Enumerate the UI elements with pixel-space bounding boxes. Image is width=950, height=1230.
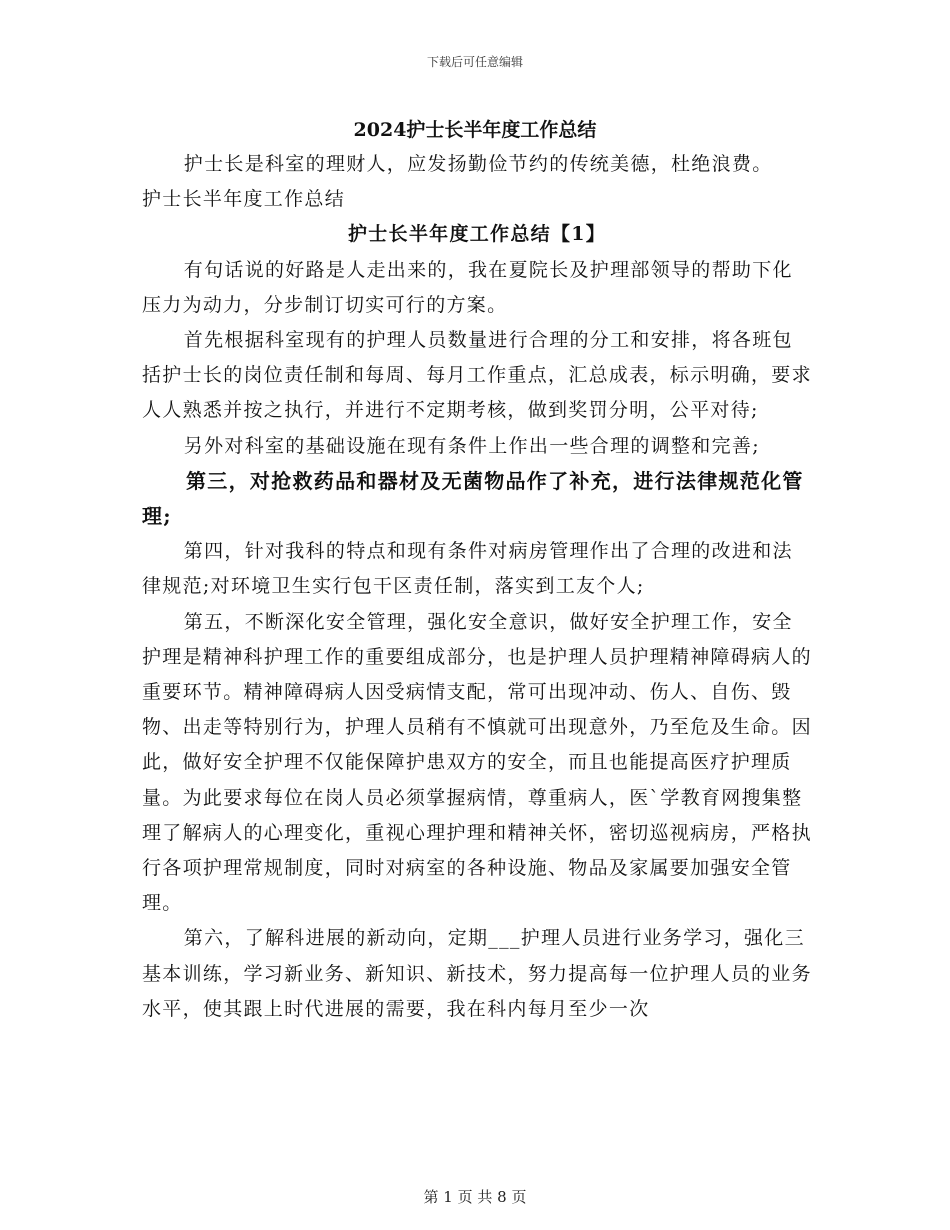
document-title: 2024护士长半年度工作总结: [353, 119, 597, 141]
intro-paragraph: 护士长是科室的理财人，应发扬勤俭节约的传统美德，杜绝浪费。: [183, 153, 773, 175]
paragraph-2: 首先根据科室现有的护理人员数量进行合理的分工和安排，将各班包括护士长的岗位责任制和每周、每月工作重点，汇总成表，标示明确，要求人人熟悉并按之执行，并进行不定期考核，做到奖罚分明，公平对待;: [142, 329, 812, 422]
document-body: [142, 147, 812, 1027]
paragraph-5: 第四，针对我科的特点和现有条件对病房管理作出了合理的改进和法律规范;对环境卫生实行包干区责任制，落实到工友个人;: [142, 540, 793, 598]
intro-subtitle: 护士长半年度工作总结: [142, 188, 346, 211]
page-number: 第 1 页 共 8 页: [423, 1188, 527, 1206]
header-note: 下载后可任意编辑: [426, 55, 523, 69]
section-title: 护士长半年度工作总结【1】: [347, 223, 607, 246]
paragraph-1: 有句话说的好路是人走出来的，我在夏院长及护理部领导的帮助下化压力为动力，分步制订切实可行的方案。: [142, 258, 793, 316]
paragraph-6: 第五，不断深化安全管理，强化安全意识，做好安全护理工作，安全护理是精神科护理工作的重要组成部分，也是护理人员护理精神障碍病人的重要环节。精神障碍病人因受病情支配，常可出现冲动、伤人、自伤、毁物、出走等特别行为，护理人员稍有不慎就可出现意外，乃至危及生命。因此，做好安全护理不仅能保障护患双方的安全，而且也能提高医疗护理质量。为此要求每位在岗人员必须掌握病情，尊重病人，医`学教育网搜集整理了解病人的心理变化，重视心理护理和精神关怀，密切巡视病房，严格执行各项护理常规制度，同时对病室的各种设施、物品及家属要加强安全管理。: [142, 610, 812, 915]
paragraph-7: 第六，了解科进展的新动向，定期___护理人员进行业务学习，强化三基本训练，学习新业务、新知识、新技术，努力提高每一位护理人员的业务水平，使其跟上时代进展的需要，我在科内每月至少一次: [142, 927, 812, 1020]
paragraph-4-bold: 第三，对抢救药品和器材及无菌物品作了补充，进行法律规范化管理;: [142, 468, 804, 529]
paragraph-3: 另外对科室的基础设施在现有条件上作出一些合理的调整和完善;: [183, 434, 760, 457]
